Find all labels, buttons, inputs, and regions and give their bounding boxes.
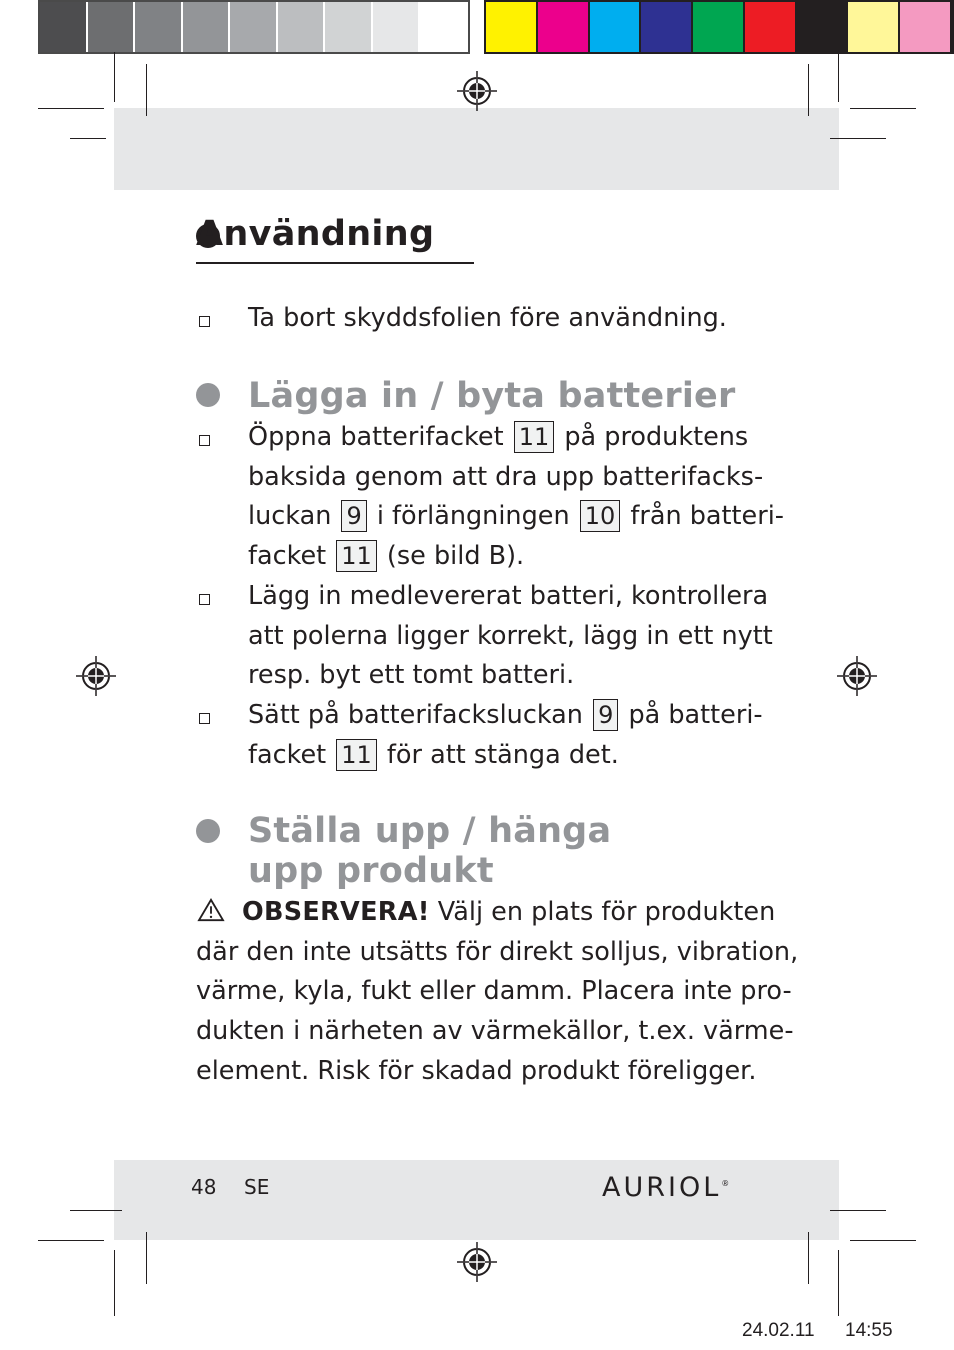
color-swatch — [745, 2, 797, 52]
registration-mark-icon — [76, 656, 116, 696]
crop-mark — [146, 1232, 147, 1284]
color-swatch — [183, 2, 231, 52]
checkbox-bullet-icon — [199, 594, 210, 605]
title-underline — [196, 262, 474, 264]
registration-mark-icon — [457, 1242, 497, 1282]
warning-label: OBSERVERA! — [242, 897, 430, 927]
crop-mark — [830, 138, 886, 139]
registration-mark-icon — [457, 71, 497, 111]
part-reference-box: 10 — [580, 500, 621, 532]
crop-mark — [850, 108, 916, 109]
color-calibration-bar — [484, 0, 954, 54]
brand-logo: AURIOL® — [602, 1172, 730, 1203]
color-swatch — [88, 2, 136, 52]
crop-mark — [70, 138, 106, 139]
battery-step-2: Lägg in medlevererat batteri, kontrollera att polerna ligger korrekt, lägg in ett nytt resp. byt ett tomt batteri. — [248, 581, 773, 691]
crop-mark — [38, 108, 104, 109]
crop-mark — [38, 1240, 104, 1241]
part-reference-box: 11 — [336, 739, 377, 771]
header-band — [114, 108, 839, 190]
crop-mark — [830, 1210, 886, 1211]
color-swatch — [420, 2, 468, 52]
warning-triangle-icon — [196, 898, 226, 922]
color-swatch — [641, 2, 693, 52]
part-reference-box: 9 — [593, 699, 618, 731]
page-number: 48 — [191, 1175, 217, 1199]
registration-mark-icon — [837, 656, 877, 696]
color-swatch — [40, 2, 88, 52]
color-swatch — [693, 2, 745, 52]
section-title-usage: Användning — [196, 214, 435, 254]
part-reference-box: 11 — [336, 540, 377, 572]
crop-mark — [70, 1210, 122, 1211]
print-date: 24.02.11 — [742, 1320, 815, 1341]
checkbox-bullet-icon — [199, 713, 210, 724]
crop-mark — [850, 1240, 916, 1241]
usage-step-1: Ta bort skyddsfolien före användning. — [248, 303, 727, 333]
color-swatch — [486, 2, 538, 52]
color-swatch — [797, 2, 849, 52]
language-code: SE — [244, 1175, 270, 1199]
color-swatch — [900, 2, 952, 52]
round-bullet-icon — [196, 819, 220, 843]
round-bullet-icon — [196, 383, 220, 407]
checkbox-bullet-icon — [199, 316, 210, 327]
crop-mark — [114, 1250, 115, 1316]
part-reference-box: 9 — [341, 500, 366, 532]
crop-mark — [146, 64, 147, 116]
crop-mark — [838, 52, 839, 102]
crop-mark — [808, 1232, 809, 1284]
placement-warning: OBSERVERA! Välj en plats för produkten där den inte utsätts för direkt solljus, vibration, värme, kyla, fukt eller damm. Placera inte pro- dukten i närheten av värmekällor, t.ex. värme- element. Risk för skadad produkt föreligger. — [196, 897, 799, 1086]
battery-step-3: Sätt på batterifacksluckan 9 på batteri- facket 11 för att stänga det. — [248, 700, 763, 770]
crop-mark — [838, 1250, 839, 1316]
section-title-batteries: Lägga in / byta batterier — [248, 376, 736, 416]
color-swatch — [590, 2, 642, 52]
crop-mark — [114, 52, 115, 102]
crop-mark — [808, 64, 809, 116]
color-swatch — [848, 2, 900, 52]
print-time: 14:55 — [845, 1320, 893, 1341]
color-swatch — [278, 2, 326, 52]
battery-step-1: Öppna batterifacket 11 på produktens baksida genom att dra upp batterifacks- luckan 9 i förlängningen 10 från batteri- facket 11 (se bild B). — [248, 422, 785, 572]
grayscale-calibration-bar — [38, 0, 470, 54]
color-swatch — [325, 2, 373, 52]
section-title-placement: Ställa upp / hänga upp produkt — [248, 811, 612, 891]
part-reference-box: 11 — [514, 421, 555, 453]
checkbox-bullet-icon — [199, 435, 210, 446]
footer-band — [114, 1160, 839, 1240]
color-swatch — [373, 2, 421, 52]
color-swatch — [230, 2, 278, 52]
color-swatch — [135, 2, 183, 52]
color-swatch — [538, 2, 590, 52]
